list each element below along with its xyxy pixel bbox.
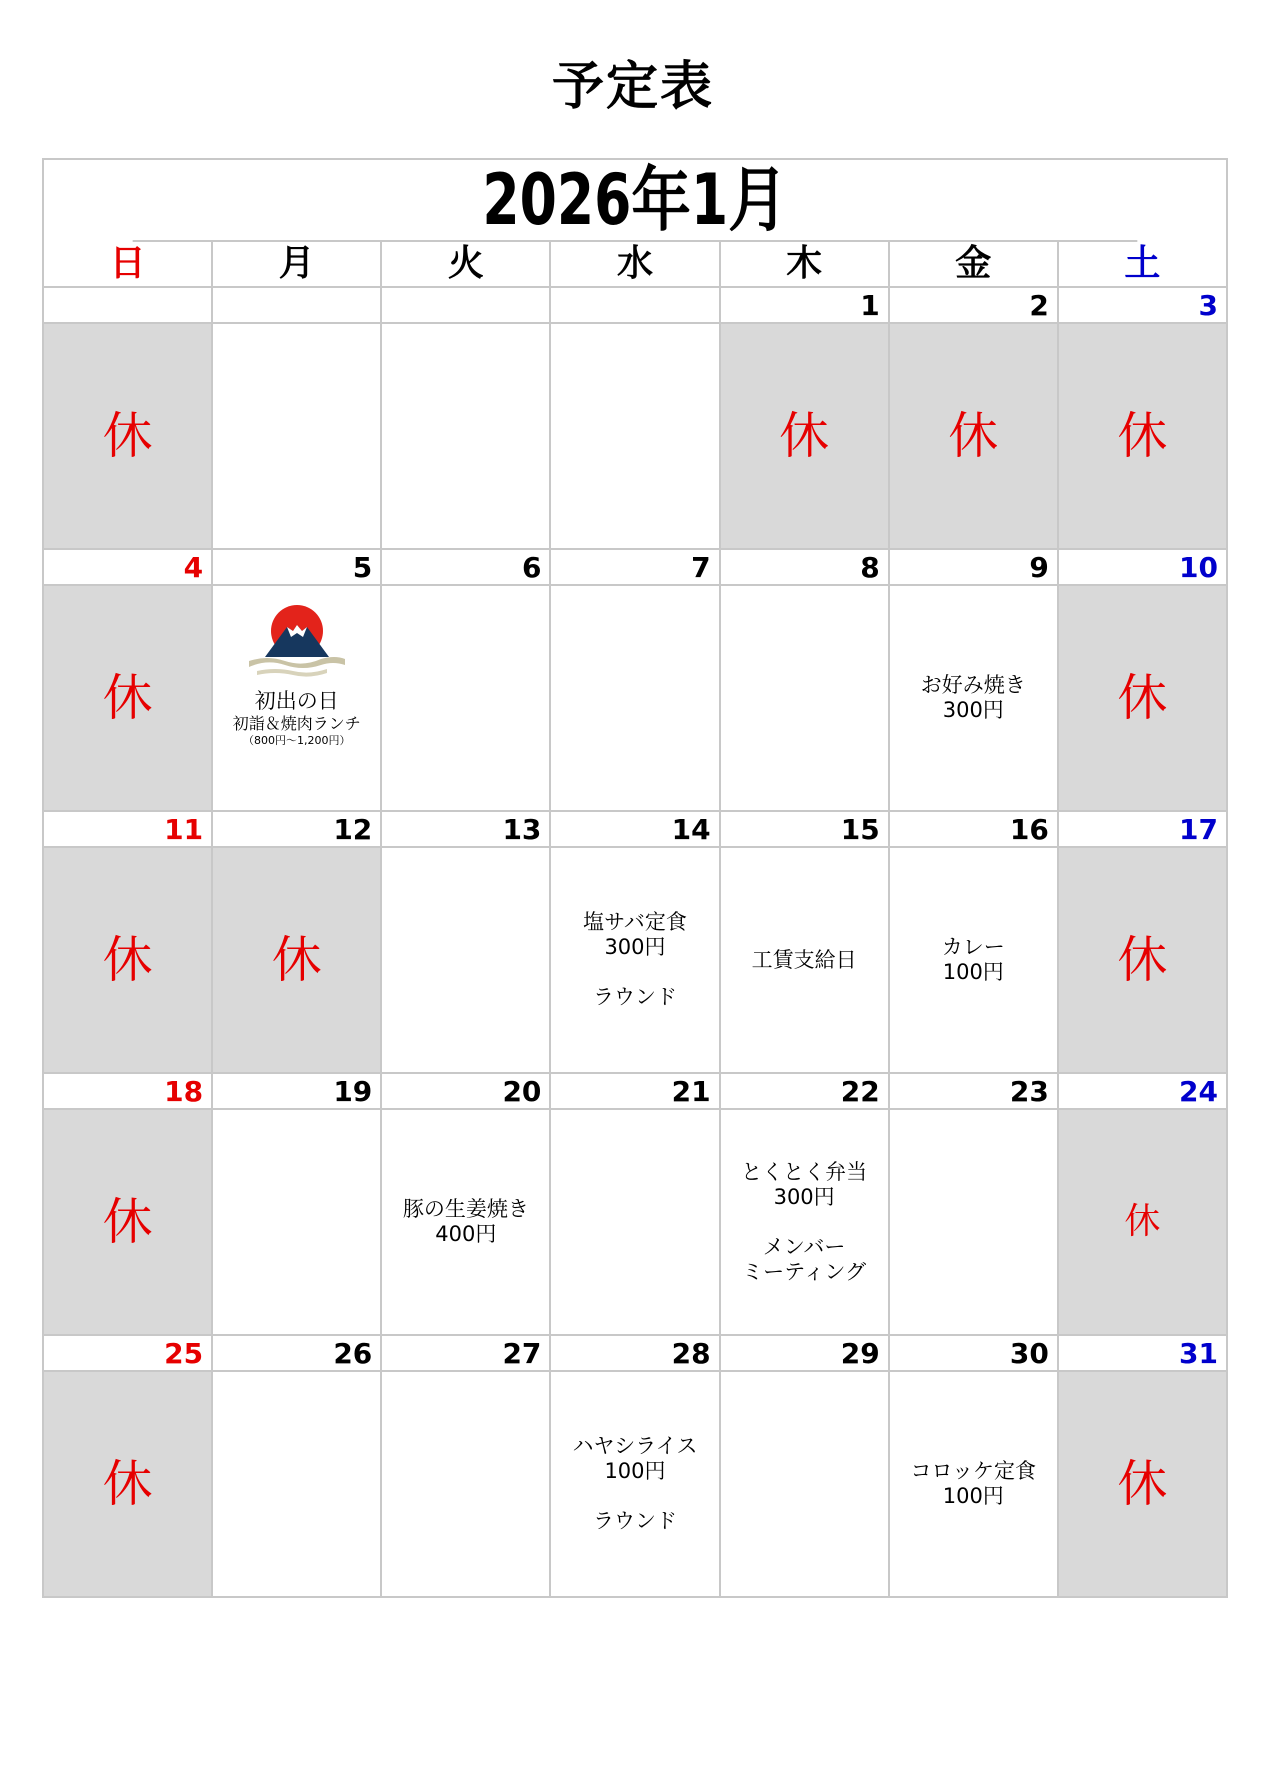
date-number: 13: [382, 812, 551, 846]
event-text: カレー: [941, 935, 1005, 959]
day-cell: [721, 1110, 890, 1334]
date-number: 16: [890, 812, 1059, 846]
day-cell: [551, 1372, 720, 1596]
day-cell: [382, 848, 551, 1072]
event-subtext: 初詣＆焼肉ランチ: [232, 713, 361, 733]
event-text: メンバー: [762, 1234, 846, 1259]
day-cell: [890, 586, 1059, 810]
date-number: 2: [890, 288, 1059, 322]
event-text: 100円: [604, 1459, 666, 1483]
day-cell: [213, 1372, 382, 1596]
day-cell: [551, 1110, 720, 1334]
day-cell-closed: [44, 848, 213, 1072]
day-cell-closed: [44, 324, 213, 548]
holiday-mark: 休: [102, 407, 153, 465]
date-number-row: [44, 550, 1226, 586]
day-cell: [551, 848, 720, 1072]
date-number: 4: [44, 550, 213, 584]
day-cell: [721, 586, 890, 810]
date-number: 3: [1198, 289, 1218, 322]
event-text: 100円: [942, 960, 1004, 984]
event-text: 300円: [604, 935, 666, 959]
day-cell-closed: [44, 586, 213, 810]
date-number: [44, 288, 213, 322]
calendar-week: [44, 1074, 1226, 1336]
date-number: 28: [551, 1336, 720, 1370]
event-text: 300円: [773, 1184, 835, 1209]
day-content-row: [44, 1372, 1226, 1596]
day-content-row: [44, 586, 1226, 810]
event-text: ミーティング: [742, 1259, 867, 1284]
day-cell-closed: [44, 1372, 213, 1596]
date-number: 22: [721, 1074, 890, 1108]
holiday-mark: 休: [1117, 669, 1168, 727]
date-number: 6: [382, 550, 551, 584]
date-number: 21: [551, 1074, 720, 1108]
event-text: お好み焼き: [920, 673, 1026, 697]
date-number-row: [44, 812, 1226, 848]
event-text: 塩サバ定食: [583, 910, 687, 934]
date-number: 20: [382, 1074, 551, 1108]
day-cell: [721, 1372, 890, 1596]
event-text: 400円: [435, 1222, 497, 1246]
date-number: 27: [382, 1336, 551, 1370]
date-number: 31: [1179, 1337, 1218, 1370]
date-number: 9: [890, 550, 1059, 584]
holiday-mark: 休: [102, 1455, 153, 1513]
day-cell-closed: [721, 324, 890, 548]
date-number: 19: [213, 1074, 382, 1108]
event-price-range: （800円〜1,200円）: [242, 733, 351, 747]
day-content-row: [44, 324, 1226, 548]
holiday-mark: 休: [1124, 1201, 1161, 1242]
mount-fuji-sunrise-icon: [247, 649, 347, 689]
day-cell: [551, 324, 720, 548]
weekday-sunday: 日: [44, 242, 213, 286]
weekday-thursday: 木: [721, 242, 890, 286]
event-text: ラウンド: [592, 1509, 677, 1533]
holiday-mark: 休: [1117, 1455, 1168, 1513]
date-number: 26: [213, 1336, 382, 1370]
holiday-mark: 休: [779, 407, 830, 465]
weekday-wednesday: 水: [551, 242, 720, 286]
event-text: 300円: [942, 698, 1004, 722]
date-number: 7: [551, 550, 720, 584]
day-cell: [213, 1110, 382, 1334]
day-cell: [382, 1110, 551, 1334]
holiday-mark: 休: [271, 931, 322, 989]
date-number-row: [44, 1074, 1226, 1110]
weekday-monday: 月: [213, 242, 382, 286]
calendar-week: [44, 1336, 1226, 1596]
date-number: 30: [890, 1336, 1059, 1370]
date-number: 18: [44, 1074, 213, 1108]
holiday-mark: 休: [102, 669, 153, 727]
calendar: [42, 158, 1228, 1598]
day-cell-closed: [1059, 1372, 1226, 1596]
day-cell: [213, 324, 382, 548]
date-number: 5: [213, 550, 382, 584]
date-number: 12: [213, 812, 382, 846]
day-cell-closed: [213, 848, 382, 1072]
event-text: ラウンド: [592, 985, 677, 1009]
day-cell: [890, 1372, 1059, 1596]
date-number: [551, 288, 720, 322]
date-number: 1: [721, 288, 890, 322]
date-number: 23: [890, 1074, 1059, 1108]
date-number: 14: [551, 812, 720, 846]
weekday-saturday: 土: [1124, 243, 1161, 284]
calendar-week: [44, 812, 1226, 1074]
event-text: コロッケ定食: [910, 1459, 1037, 1483]
date-number: 29: [721, 1336, 890, 1370]
weekday-tuesday: 火: [382, 242, 551, 286]
calendar-week: [44, 550, 1226, 812]
date-number: 15: [721, 812, 890, 846]
day-cell: [551, 586, 720, 810]
event-text: ハヤシライス: [572, 1434, 698, 1458]
date-number-row: [44, 1336, 1226, 1372]
day-cell: [890, 1110, 1059, 1334]
day-cell-closed: [1059, 1110, 1226, 1334]
holiday-mark: 休: [948, 407, 999, 465]
page-title: 予定表: [551, 57, 714, 117]
date-number: 25: [44, 1336, 213, 1370]
holiday-mark: 休: [102, 1193, 153, 1251]
calendar-week: [44, 288, 1226, 550]
day-cell-closed: [1059, 586, 1226, 810]
day-content-row: [44, 848, 1226, 1072]
event-text: 初出の日: [254, 688, 339, 713]
date-number: 11: [44, 812, 213, 846]
day-cell: [382, 324, 551, 548]
date-number: 24: [1179, 1075, 1218, 1108]
event-text: 豚の生姜焼き: [402, 1197, 529, 1221]
calendar-weeks: [44, 288, 1226, 1596]
day-cell: [890, 848, 1059, 1072]
day-cell: [721, 848, 890, 1072]
holiday-mark: 休: [1117, 407, 1168, 465]
day-cell-closed: [1059, 848, 1226, 1072]
day-cell-closed: [1059, 324, 1226, 548]
weekday-friday: 金: [890, 242, 1059, 286]
date-number: [382, 288, 551, 322]
event-text: 100円: [942, 1484, 1004, 1508]
day-cell: [382, 586, 551, 810]
date-number: 17: [1179, 813, 1218, 846]
day-cell-closed: [890, 324, 1059, 548]
month-title: 2026年1月: [133, 160, 1138, 242]
day-cell-closed: [44, 1110, 213, 1334]
holiday-mark: 休: [1117, 931, 1168, 989]
holiday-mark: 休: [102, 931, 153, 989]
event-text: とくとく弁当: [741, 1159, 868, 1184]
date-number: 10: [1179, 551, 1218, 584]
date-number: 8: [721, 550, 890, 584]
day-content-row: [44, 1110, 1226, 1334]
event-text: 工賃支給日: [751, 947, 857, 972]
day-cell: [382, 1372, 551, 1596]
weekday-header: [44, 242, 1226, 288]
day-cell: [213, 586, 382, 810]
date-number: [213, 288, 382, 322]
date-number-row: [44, 288, 1226, 324]
